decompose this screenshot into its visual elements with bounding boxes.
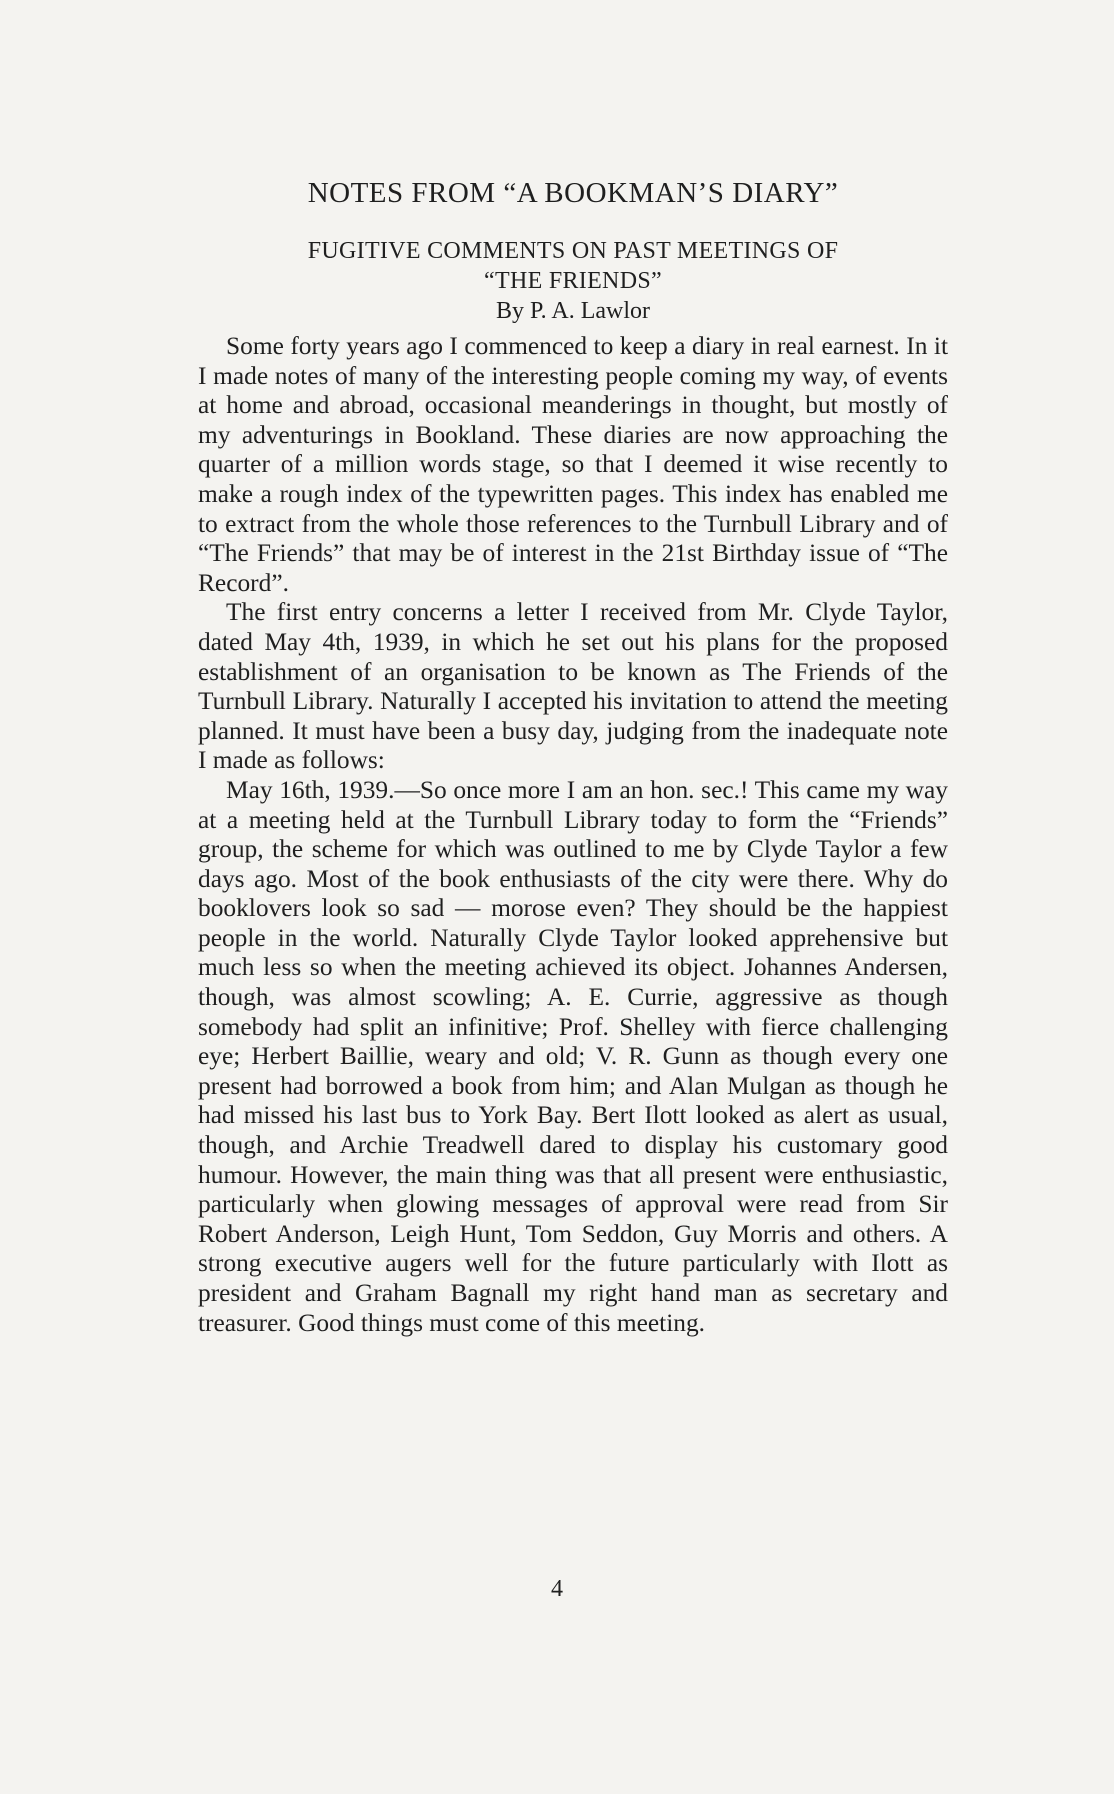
body-paragraph-1: Some forty years ago I commenced to keep a diary in real earnest. In it I made notes of many of the interesting people coming my way, of events at home and abroad, occasional meanderings in thought, but mostly of my adventurings in Bookland. These diaries are now approaching the quarter of a million words stage, so that I deemed it wise recently to make a rough index of the typewritten pages. This index has enabled me to extract from the whole those references to the Turnbull Library and of “The Friends” that may be of interest in the 21st Birthday issue of “The Record”. bbox=[198, 332, 948, 597]
article-subtitle-line-2: “THE FRIENDS” bbox=[484, 268, 662, 294]
article-subtitle-line-1: FUGITIVE COMMENTS ON PAST MEETINGS OF bbox=[307, 238, 839, 264]
body-paragraph-3: May 16th, 1939.—So once more I am an hon. sec.! This came my way at a meeting held at the Turnbull Library today to form the “Friends” group, the scheme for which was outlined to me by Clyde Taylor a few days ago. Most of the book enthusiasts of the city were there. Why do booklovers look so sad — morose even? They should be the happiest people in the world. Naturally Clyde Taylor looked apprehensive but much less so when the meeting achieved its object. Johannes Andersen, though, was almost scowling; A. E. Currie, aggressive as though somebody had split an infinitive; Prof. Shelley with fierce challenging eye; Herbert Baillie, weary and old; V. R. Gunn as though every one present had borrowed a book from him; and Alan Mulgan as though he had missed his last bus to York Bay. Bert Ilott looked as alert as usual, though, and Archie Treadwell dared to display his customary good humour. However, the main thing was that all present were enthusiastic, particularly when glowing messages of approval were read from Sir Robert Anderson, Leigh Hunt, Tom Seddon, Guy Morris and others. A strong executive augers well for the future particularly with Ilott as president and Graham Bagnall my right hand man as secretary and treasurer. Good things must come of this meeting. bbox=[198, 775, 948, 1337]
article-column bbox=[198, 176, 948, 1338]
body-paragraph-2: The first entry concerns a letter I received from Mr. Clyde Taylor, dated May 4th, 1939, in which he set out his plans for the proposed establishment of an organisation to be known as The Friends of the Turnbull Library. Naturally I accepted his invitation to attend the meeting planned. It must have been a busy day, judging from the inadequate note I made as follows: bbox=[198, 598, 948, 775]
page-number: 4 bbox=[551, 1576, 563, 1602]
article-title: NOTES FROM “A BOOKMAN’S DIARY” bbox=[307, 177, 839, 209]
article-byline: By P. A. Lawlor bbox=[495, 298, 650, 324]
